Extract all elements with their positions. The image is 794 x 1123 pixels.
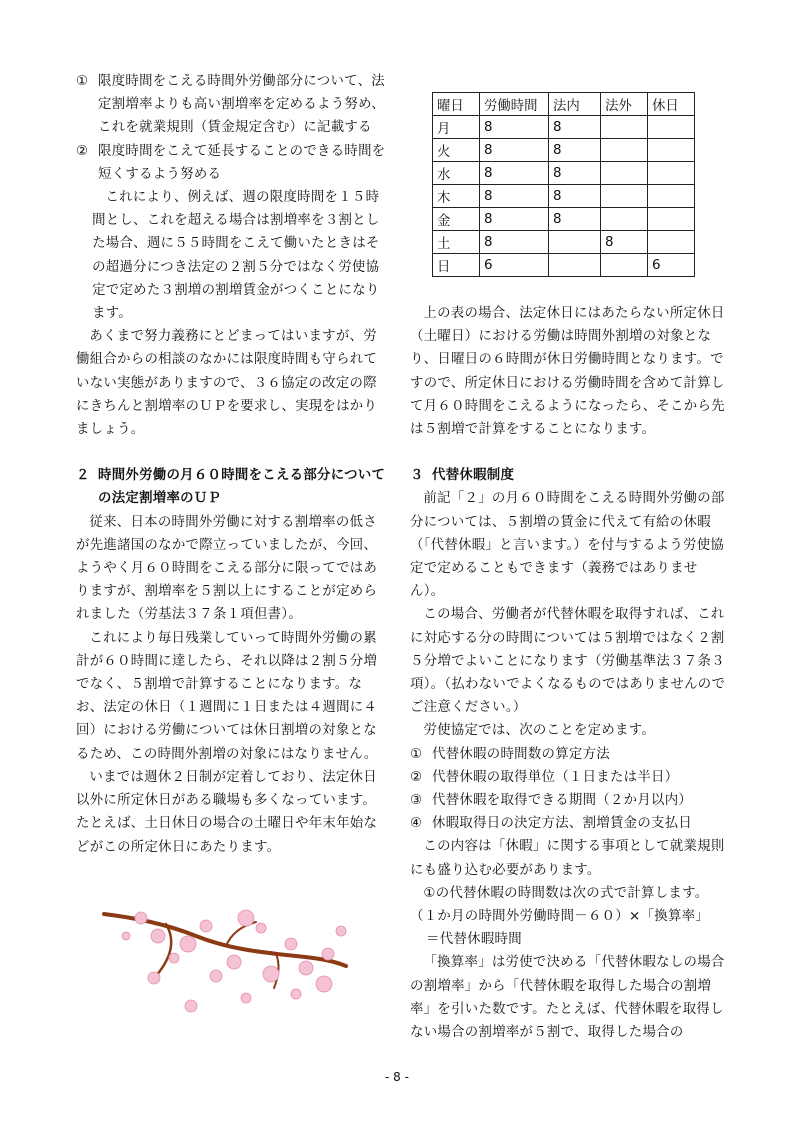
table-cell: 木 <box>433 185 480 208</box>
cherry-blossom-illustration <box>96 896 356 1026</box>
heading-text: 代替休暇制度 <box>432 468 515 484</box>
table-cell: 8 <box>480 139 549 162</box>
table-cell <box>601 162 648 185</box>
paragraph: いまでは週休２日制が定着しており、法定休日以外に所定休日がある職場も多くなっています。たとえば、土日休日の場合の土曜日や年末年始などがこの所定休日にあたります。 <box>76 769 378 855</box>
table-row <box>433 116 695 139</box>
table-cell: 8 <box>601 231 648 254</box>
paragraph: これにより、例えば、週の限度時間を１５時間とし、これを超える場合は割増率を３割とした場合、週に５５時間をこえて働いたときはその超過分につき法定の２割５分ではなく労使協定で定めた３割増の割増賃金がつくことになります。 <box>92 190 380 322</box>
formula-result: ＝代替休暇時間 <box>426 932 522 948</box>
table-header-cell: 曜日 <box>433 93 480 116</box>
table-row <box>433 254 695 277</box>
table-cell: 8 <box>480 231 549 254</box>
paragraph: あくまで努力義務にとどまってはいますが、労働組合からの相談のなかには限度時間も守られていない実態がありますので、３６協定の改定の際にきちんと割増率のＵＰを要求し、実現をはかりましょう。 <box>76 329 378 438</box>
branch <box>104 914 346 988</box>
table-cell: 8 <box>549 185 601 208</box>
table-row <box>433 231 695 254</box>
paragraph: ①の代替休暇の時間数は次の式で計算します。 <box>423 885 709 901</box>
table-header-cell: 休日 <box>648 93 695 116</box>
list-text: 限度時間をこえる時間外労働部分について、法定割増率よりも高い割増率を定めるよう努め、これを就業規則（賃金規定含む）に記載する <box>98 74 385 136</box>
table-cell: 6 <box>480 254 549 277</box>
list-marker: ① <box>76 74 89 89</box>
list-item-1 <box>76 70 388 140</box>
table-row <box>433 208 695 231</box>
table-header-cell: 労働時間 <box>480 93 549 116</box>
list-text: 代替休暇の時間数の算定方法 <box>432 746 610 762</box>
list-item-2 <box>76 140 388 186</box>
section-heading-2 <box>76 464 388 510</box>
table-cell <box>601 139 648 162</box>
table-cell <box>648 162 695 185</box>
table-cell: 8 <box>549 116 601 139</box>
paragraph: 労使協定では、次のことを定めます。 <box>423 723 656 739</box>
paragraph: この場合、労働者が代替休暇を取得すれば、これに対応する分の時間については５割増ではなく２割５分増でよいことになります（労働基準法３７条３項）。（払わないでよくなるものではありませんのでご注意ください。） <box>410 607 726 716</box>
table-row <box>433 185 695 208</box>
list-text: 休暇取得日の決定方法、割増賃金の支払日 <box>432 816 693 832</box>
left-column <box>76 70 388 859</box>
heading-number: ２ <box>76 468 90 484</box>
formula-line: （１か月の時間外労働時間－６０）×「換算率」 <box>410 909 710 925</box>
table-cell: 金 <box>433 208 480 231</box>
paragraph: 上の表の場合、法定休日にはあたらない所定休日（土曜日）における労働は時間外割増の対象となり、日曜日の６時間が休日労働時間となります。ですので、所定休日における労働時間を含めて計算して月６０時間をこえるようになったら、そこから先は５割増で計算をすることになります。 <box>410 306 725 438</box>
table-cell: 8 <box>549 139 601 162</box>
right-column <box>410 302 726 1044</box>
table-header-cell: 法外 <box>601 93 648 116</box>
section-heading-3 <box>410 464 726 487</box>
table-cell: 8 <box>480 185 549 208</box>
paragraph: 「換算率」は労使で決める「代替休暇なしの場合の割増率」から「代替休暇を取得した場合の割増率」を引いた数です。たとえば、代替休暇を取得しない場合の割増率が５割で、取得した場合の <box>410 955 725 1041</box>
table-cell <box>648 139 695 162</box>
list-text: 代替休暇を取得できる期間（２か月以内） <box>432 793 693 809</box>
table-cell: 水 <box>433 162 480 185</box>
table-header-cell: 法内 <box>549 93 601 116</box>
table-cell: 8 <box>480 116 549 139</box>
table-cell: 8 <box>549 208 601 231</box>
table-cell: 日 <box>433 254 480 277</box>
paragraph: これにより毎日残業していって時間外労働の累計が６０時間に達したら、それ以降は２割５分増でなく、５割増で計算することになります。なお、法定の休日（１週間に１日または４週間に４回）における労働については休日割増の対象となるため、この時間外割増の対象にはなりません。 <box>76 630 378 762</box>
table-cell <box>648 185 695 208</box>
table-row <box>433 139 695 162</box>
table-cell: 土 <box>433 231 480 254</box>
table-cell <box>549 231 601 254</box>
table-cell: 8 <box>549 162 601 185</box>
paragraph: この内容は「休暇」に関する事項として就業規則にも盛り込む必要があります。 <box>410 839 725 878</box>
table-cell <box>648 231 695 254</box>
list-text: 代替休暇の取得単位（１日または半日） <box>432 769 679 785</box>
table-cell <box>648 208 695 231</box>
table-cell <box>601 185 648 208</box>
list-item <box>410 789 726 812</box>
list-item <box>410 743 726 766</box>
heading-text: 時間外労働の月６０時間をこえる部分についての法定割増率のＵＰ <box>98 468 386 507</box>
list-marker: ① <box>410 746 423 762</box>
list-marker: ② <box>76 143 89 159</box>
paragraph: 従来、日本の時間外労働に対する割増率の低さが先進諸国のなかで際立っていましたが、今回、ようやく月６０時間をこえる部分に限ってではありますが、割増率を５割以上にすることが定められました（労基法３７条１項但書）。 <box>76 514 378 623</box>
list-marker: ④ <box>410 816 423 832</box>
table-cell: 6 <box>648 254 695 277</box>
table-header-row <box>433 93 695 116</box>
table-cell <box>549 254 601 277</box>
table-cell <box>601 254 648 277</box>
list-marker: ③ <box>410 793 423 809</box>
table-cell: 火 <box>433 139 480 162</box>
table-cell <box>601 116 648 139</box>
table-cell <box>601 208 648 231</box>
table-cell: 月 <box>433 116 480 139</box>
heading-number: ３ <box>410 468 424 484</box>
page-number: - 8 - <box>385 1070 409 1084</box>
table-cell <box>648 116 695 139</box>
list-item <box>410 766 726 789</box>
paragraph: 前記「２」の月６０時間をこえる時間外労働の部分については、５割増の賃金に代えて有給の休暇（「代替休暇」と言います。）を付与するよう労使協定で定めることもできます（義務ではありません）。 <box>410 491 725 600</box>
table-row <box>433 162 695 185</box>
table-cell: 8 <box>480 162 549 185</box>
list-text: 限度時間をこえて延長することのできる時間を短くするよう努める <box>98 143 386 182</box>
list-marker: ② <box>410 769 423 785</box>
table-cell: 8 <box>480 208 549 231</box>
work-hours-table <box>432 92 695 277</box>
list-item <box>410 812 726 835</box>
